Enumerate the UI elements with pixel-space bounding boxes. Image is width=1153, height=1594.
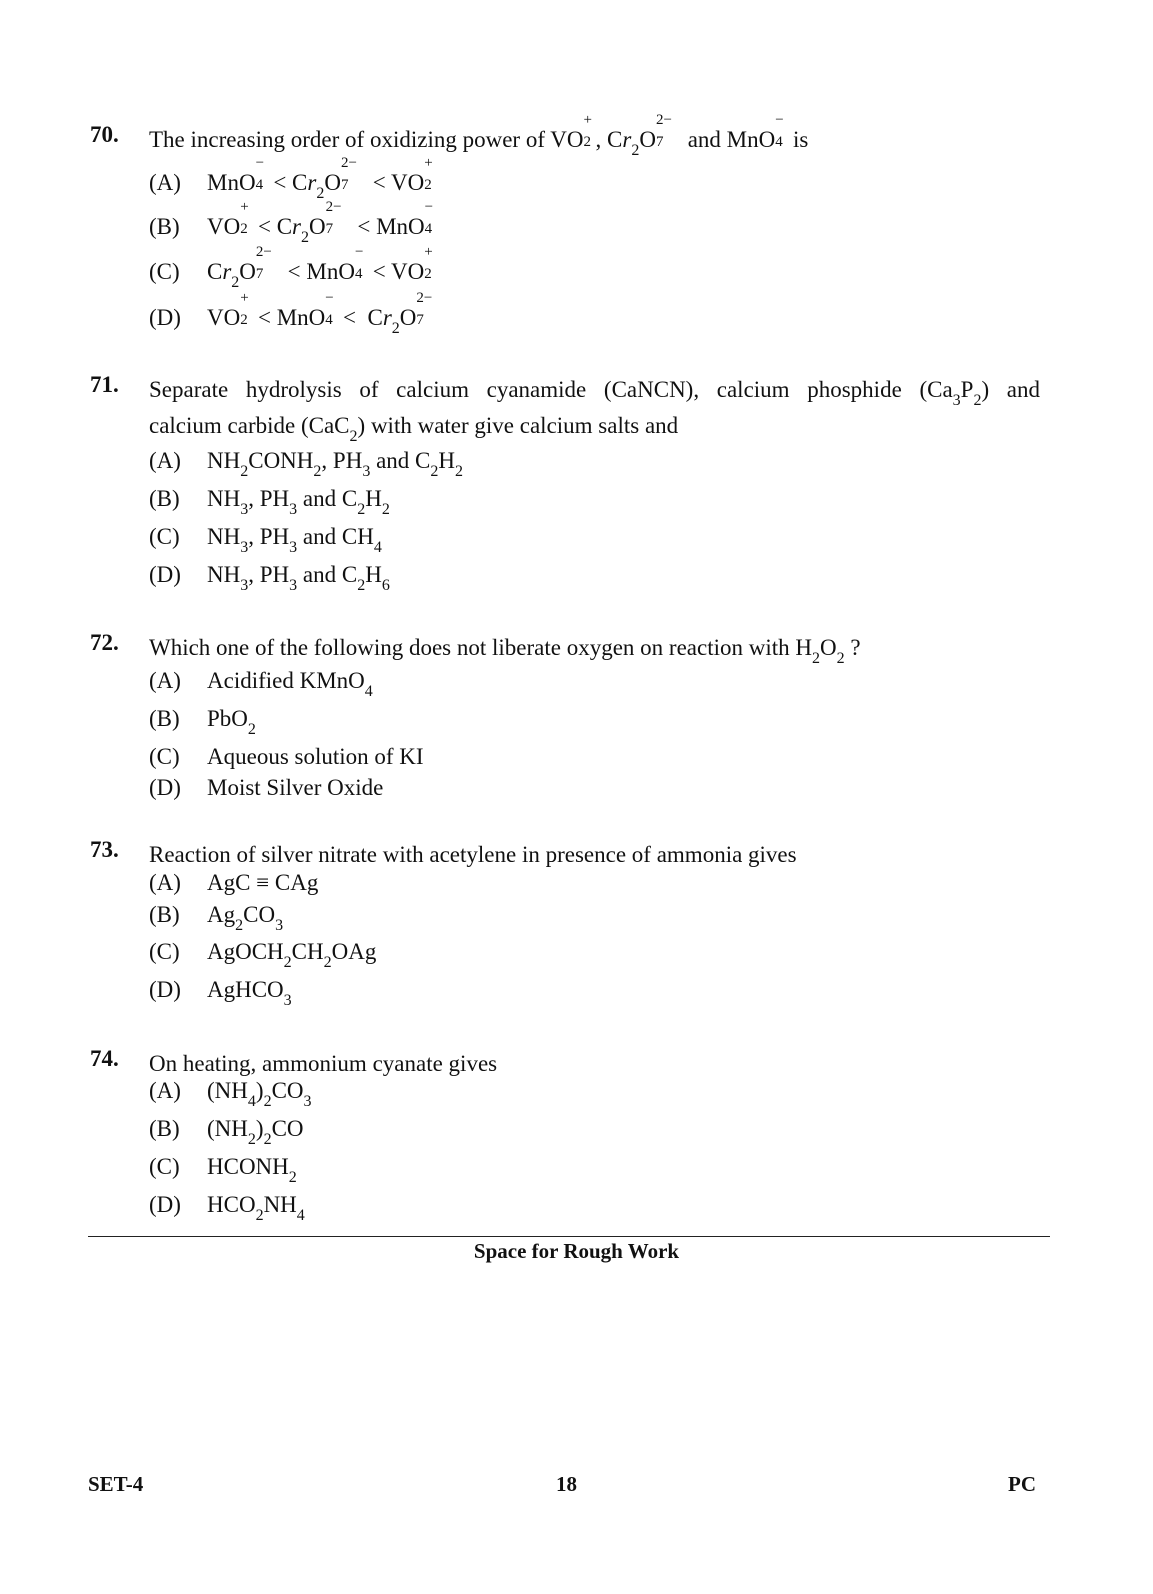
- option-label: (A): [149, 1078, 181, 1103]
- section-divider: [88, 1236, 1050, 1237]
- question-text: Reaction of silver nitrate with acetylene in presence of ammonia gives: [149, 842, 797, 867]
- question-text: The increasing order of oxidizing power of VO + 2 , $Cr_2O$ 2− 7 and MnO − 4 is: [149, 112, 809, 159]
- question-number: 74.: [90, 1046, 119, 1071]
- option-label: (B): [149, 486, 180, 511]
- option-text: AgHCO$_3$: [207, 977, 292, 1009]
- option-text: $NH_3$, $PH_3$ and $C_2H_2$: [207, 486, 390, 518]
- rough-work-label: Space for Rough Work: [473, 1239, 680, 1263]
- option-label: (A): [149, 170, 181, 195]
- option-label: (A): [149, 448, 181, 473]
- option-text: Acidified KMnO$_4$: [207, 668, 373, 700]
- option-text: $(NH_2)_2CO$: [207, 1116, 304, 1148]
- option-text: PbO$_2$: [207, 706, 256, 738]
- option-label: (C): [149, 259, 180, 284]
- option-text: VO + 2 < MnO − 4 < $Cr_2O$ 2− 7: [207, 290, 433, 337]
- option-label: (D): [149, 562, 181, 587]
- option-text: $NH_3$, $PH_3$ and $C_2H_6$: [207, 562, 390, 594]
- question-number: 73.: [90, 837, 119, 862]
- question-text-line: calcium carbide (CaC$_2$) with water give calcium salts and: [149, 413, 679, 445]
- option-label: (D): [149, 775, 181, 800]
- option-label: (A): [149, 870, 181, 895]
- option-text: $Ag_2CO_3$: [207, 902, 284, 934]
- question-number: 70.: [90, 122, 119, 147]
- option-label: (C): [149, 1154, 180, 1179]
- option-text: $(NH_4)_2CO_3$: [207, 1078, 312, 1110]
- option-text: $AgOCH_2CH_2OAg$: [207, 939, 377, 971]
- option-label: (B): [149, 902, 180, 927]
- question-text: On heating, ammonium cyanate gives: [149, 1051, 498, 1076]
- question-text-line: Separate hydrolysis of calcium cyanamide (CaNCN), calcium phosphide $(Ca_3P_2)$ and: [149, 377, 1040, 409]
- option-text: MnO − 4 < $Cr_2O$ 2− 7 < VO + 2: [207, 155, 433, 202]
- question-text: [149, 372, 1040, 444]
- option-label: (A): [149, 668, 181, 693]
- option-text: VO + 2 < $Cr_2O$ 2− 7 < MnO − 4: [207, 199, 434, 246]
- footer-page-number: 18: [556, 1472, 577, 1496]
- option-label: (D): [149, 977, 181, 1002]
- option-text: $Cr_2O$ 2− 7 < MnO − 4 < VO + 2: [207, 244, 433, 291]
- option-label: (B): [149, 1116, 180, 1141]
- footer-code: PC: [1008, 1472, 1036, 1496]
- option-text: Moist Silver Oxide: [207, 775, 384, 800]
- option-text: $HCO_2NH_4$: [207, 1192, 305, 1224]
- option-label: (C): [149, 744, 180, 769]
- question-text: Which one of the following does not liberate oxygen on reaction with $H_2O_2$ ?: [149, 635, 861, 667]
- option-text: Aqueous solution of KI: [207, 744, 424, 769]
- option-label: (B): [149, 706, 180, 731]
- option-text: $HCONH_2$: [207, 1154, 297, 1186]
- option-label: (B): [149, 214, 180, 239]
- option-text: $NH_2CONH_2$, $PH_3$ and $C_2H_2$: [207, 448, 463, 480]
- option-text: $NH_3$, $PH_3$ and $CH_4$: [207, 524, 382, 556]
- question-number: 71.: [90, 372, 119, 397]
- option-label: (C): [149, 939, 180, 964]
- footer-set: SET-4: [88, 1472, 144, 1496]
- option-label: (D): [149, 1192, 181, 1217]
- option-label: (C): [149, 524, 180, 549]
- option-text: AgC ≡ CAg: [207, 870, 319, 895]
- question-number: 72.: [90, 630, 119, 655]
- option-label: (D): [149, 305, 181, 330]
